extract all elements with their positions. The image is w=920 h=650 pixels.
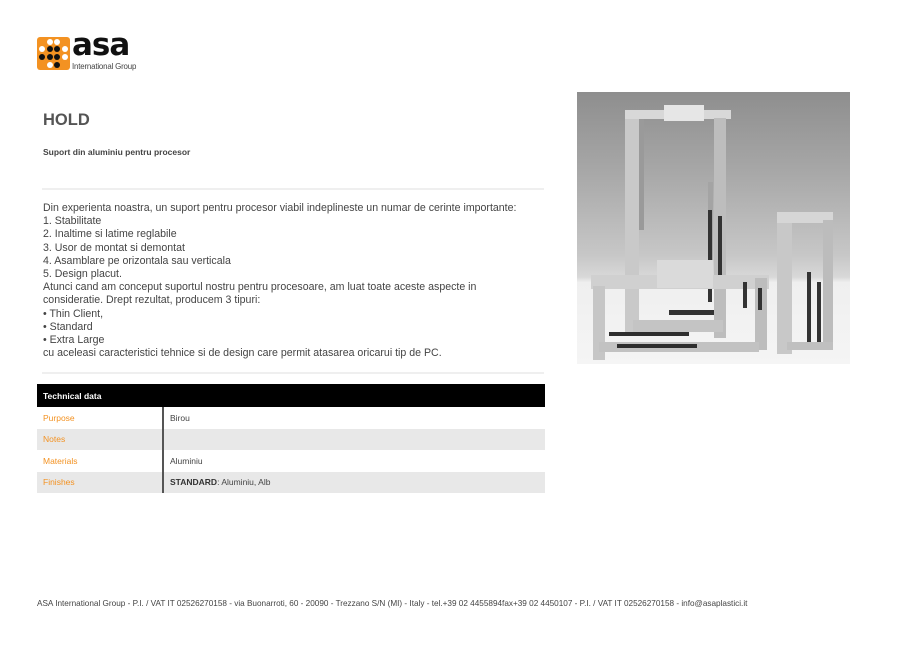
description-line: • Extra Large	[43, 334, 105, 347]
finish-standard-value: : Aluminiu, Alb	[217, 477, 271, 488]
description-line: • Thin Client,	[43, 307, 104, 320]
product-image	[577, 92, 850, 364]
technical-data-table	[37, 384, 545, 493]
description-line: 1. Stabilitate	[43, 215, 102, 228]
row-label-finishes: Finishes	[37, 472, 163, 494]
table-row	[37, 429, 545, 451]
description-line: cu aceleasi caracteristici tehnice si de design care permit atasarea oricarui tip de PC.	[43, 347, 442, 360]
technical-data-header: Technical data	[37, 384, 545, 407]
logo-dots-icon	[37, 37, 70, 70]
description-line: 3. Usor de montat si demontat	[43, 241, 185, 254]
aluminium-holder-illustration	[577, 92, 850, 364]
divider-bottom	[42, 372, 544, 374]
description-line: • Standard	[43, 320, 93, 333]
description-line: Atunci cand am conceput suportul nostru pentru procesoare, am luat toate aceste aspecte in	[43, 281, 477, 294]
company-logo	[37, 27, 141, 73]
logo-subtitle: International Group	[72, 61, 137, 71]
row-label-purpose: Purpose	[37, 407, 163, 429]
table-row	[37, 450, 545, 472]
row-value-notes	[163, 429, 545, 451]
product-title: HOLD	[43, 111, 90, 129]
table-row	[37, 407, 545, 429]
row-value-purpose: Birou	[170, 412, 190, 423]
logo-wordmark: asa	[72, 27, 130, 63]
description-line: Din experienta noastra, un suport pentru procesor viabil indeplineste un numar de cerinte importante:	[43, 202, 517, 214]
product-subtitle: Suport din aluminiu pentru procesor	[43, 147, 191, 157]
row-value-finishes	[163, 472, 545, 494]
description-line: 2. Inaltime si latime reglabile	[43, 228, 177, 241]
table-row	[37, 472, 545, 494]
product-description	[43, 202, 548, 360]
description-line: consideratie. Drept rezultat, producem 3 tipuri:	[43, 294, 261, 307]
row-label-notes: Notes	[37, 429, 163, 451]
row-label-materials: Materials	[37, 450, 163, 472]
row-value-materials: Aluminiu	[170, 455, 203, 466]
divider-top	[42, 188, 544, 190]
finish-standard-label: STANDARD	[170, 477, 218, 488]
footer-contact: ASA International Group - P.I. / VAT IT 02526270158 - via Buonarroti, 60 - 20090 - Trezzano S/N (MI) - Italy - tel.+39 02 4455894fax+39 02 4450107 - P.I. / VAT IT 02526270158 - info@asaplastici.it	[37, 599, 748, 608]
description-line: 4. Asamblare pe orizontala sau verticala	[43, 254, 231, 267]
description-line: 5. Design placut.	[43, 268, 122, 281]
